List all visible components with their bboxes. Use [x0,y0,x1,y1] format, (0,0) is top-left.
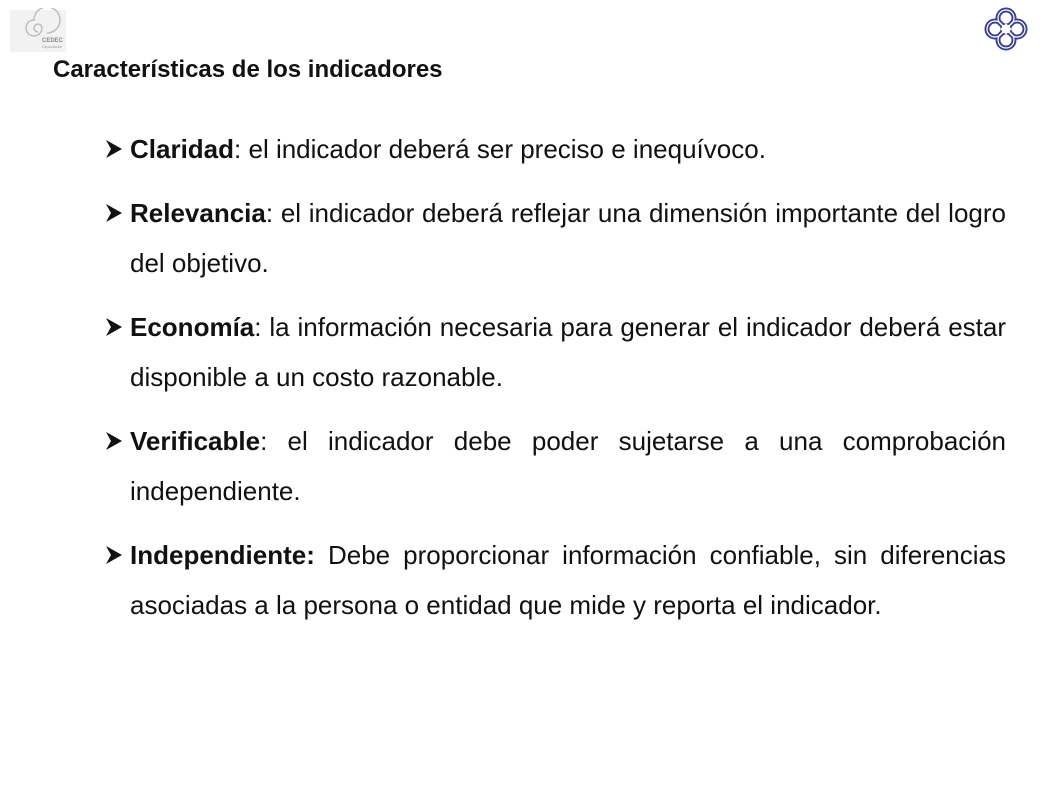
logo-text: CEDEC [42,38,64,44]
list-item [103,124,1006,174]
item-term: Independiente: [130,540,315,570]
characteristics-list [103,124,1006,644]
cedec-logo [8,8,68,54]
item-text: Claridad: el indicador deberá ser preciso e inequívoco. [130,134,766,164]
item-term: Economía [130,312,255,342]
list-item [103,302,1006,402]
list-item [103,416,1006,516]
item-term: Relevancia [130,198,266,228]
slide-title: Características de los indicadores [53,56,443,83]
arrow-right-icon [103,430,125,452]
arrow-right-icon [103,316,125,338]
list-item [103,530,1006,630]
item-text: Independiente: Debe proporcionar información confiable, sin diferencias asociadas a la persona o entidad que mide y reporta el indicador. [130,540,1006,620]
quatrefoil-logo-icon [980,6,1032,52]
item-text: Economía: la información necesaria para generar el indicador deberá estar disponible a un costo razonable. [130,312,1006,392]
spiral-logo-icon [8,8,68,54]
arrow-right-icon [103,202,125,224]
item-term: Verificable [130,426,261,456]
logo-subtext: Capacitación [42,45,63,49]
institution-logo [980,6,1032,52]
item-term: Claridad [130,134,235,164]
item-text: Relevancia: el indicador deberá reflejar una dimensión importante del logro del objetivo. [130,198,1006,278]
arrow-right-icon [103,138,125,160]
item-text: Verificable: el indicador debe poder sujetarse a una comprobación independiente. [130,426,1006,506]
arrow-right-icon [103,544,125,566]
list-item [103,188,1006,288]
